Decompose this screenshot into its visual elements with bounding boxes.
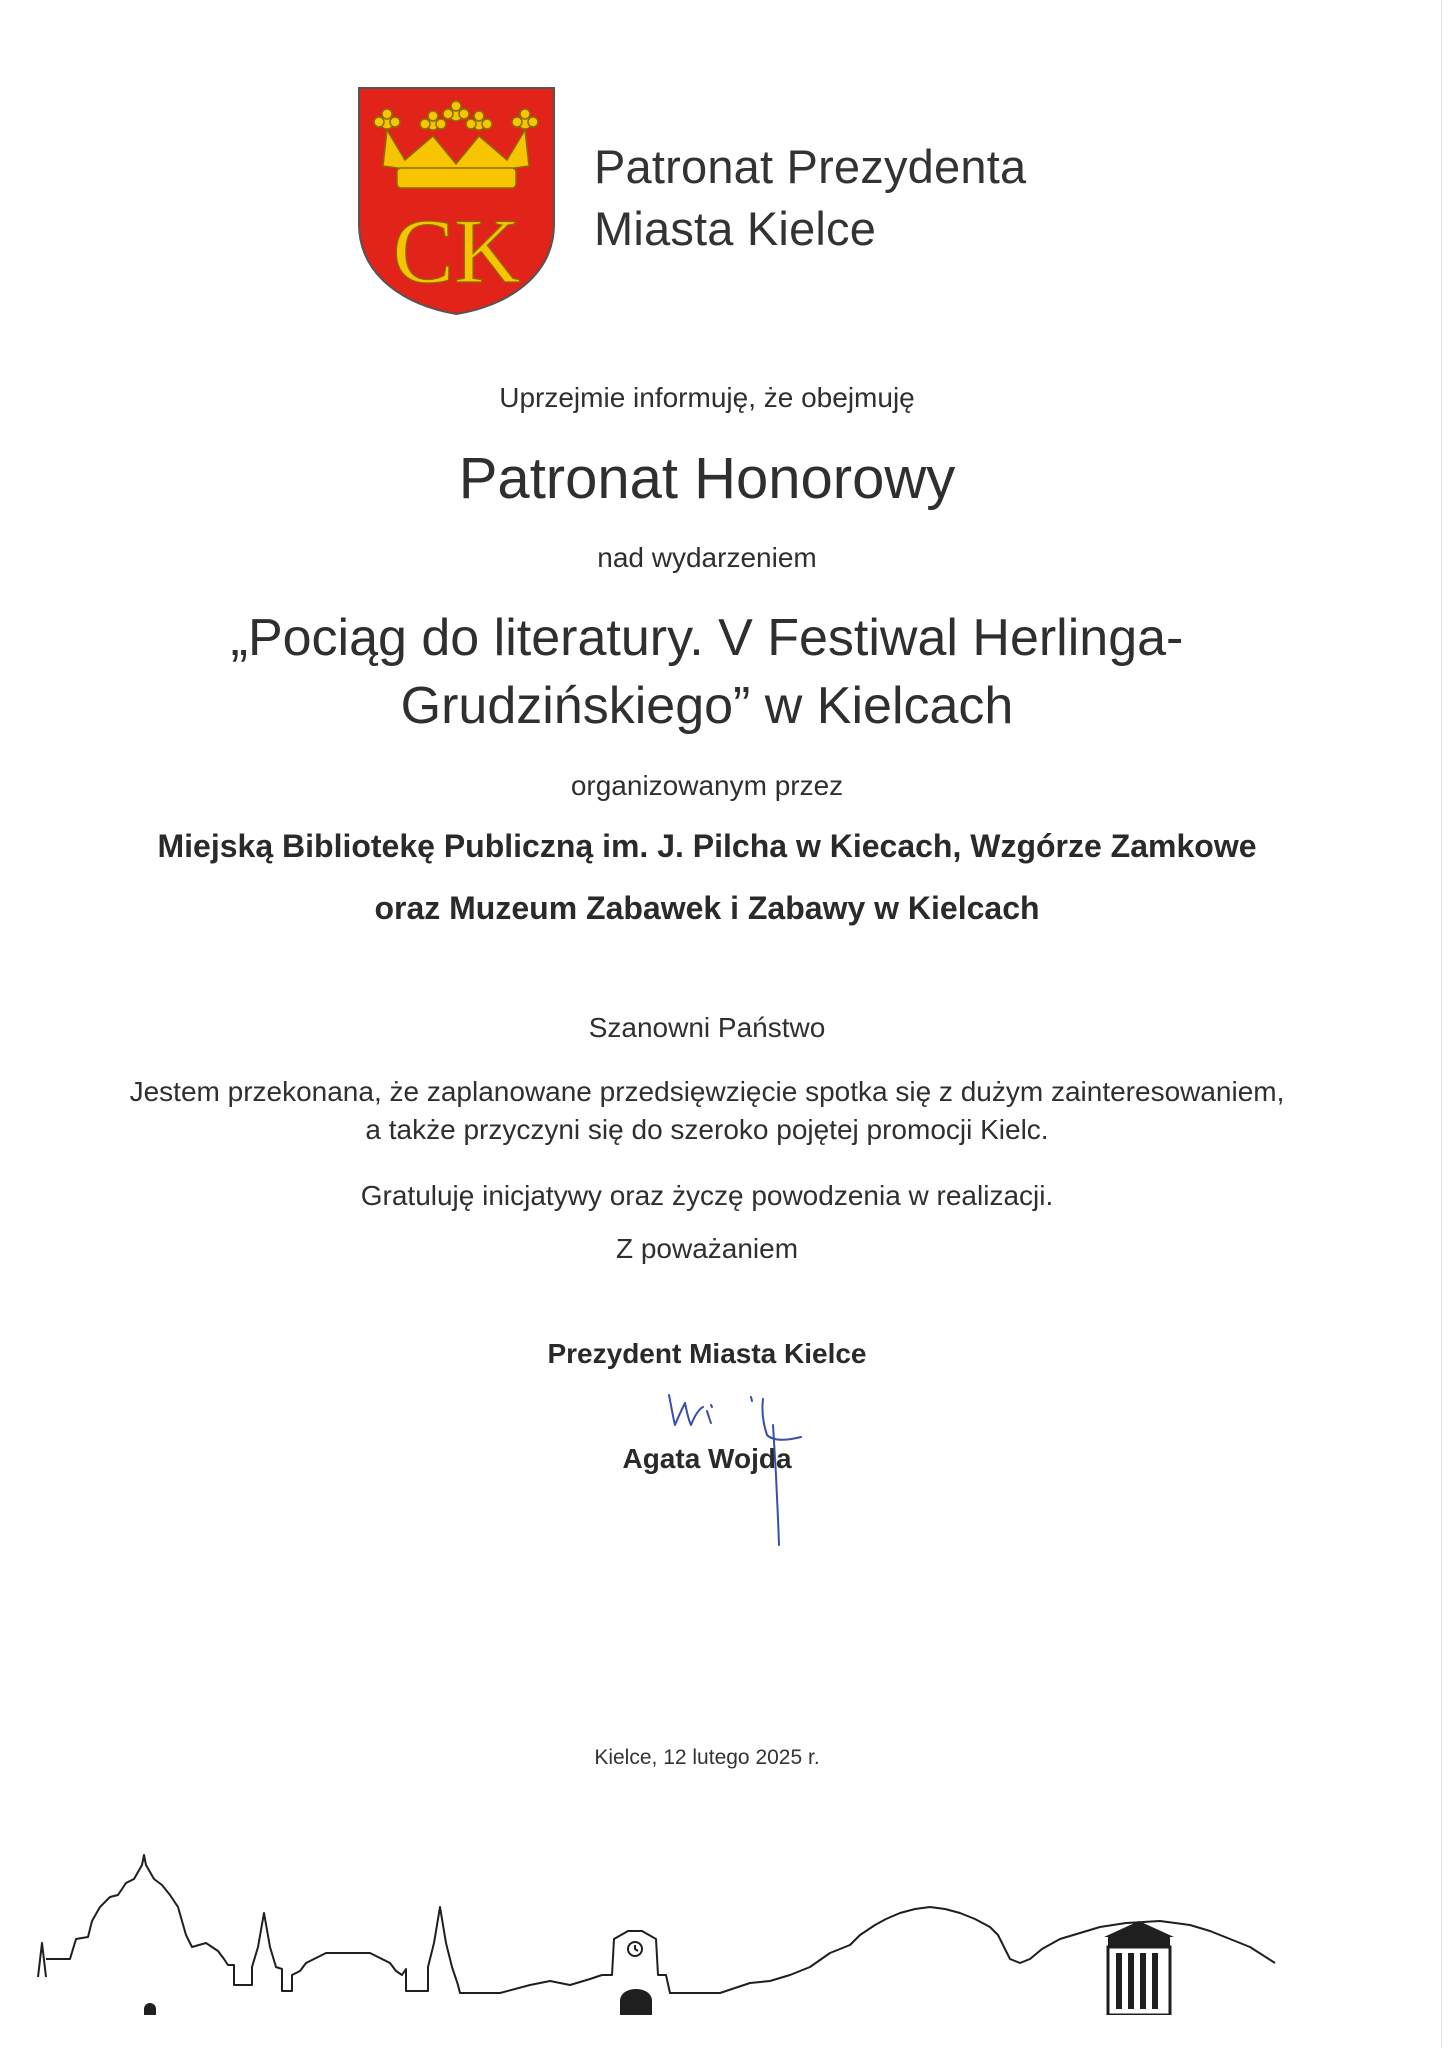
header-title-line1: Patronat Prezydenta bbox=[594, 140, 1027, 193]
handwritten-signature bbox=[655, 1385, 835, 1560]
organized-by-text: organizowanym przez bbox=[570, 770, 844, 801]
body-line2: a także przyczyni się do szeroko pojętej promocji Kielc. bbox=[365, 1114, 1049, 1145]
over-event-text: nad wydarzeniem bbox=[597, 542, 817, 573]
organizer-line1: Miejską Bibliotekę Publiczną im. J. Pilcha w Kiecach, Wzgórze Zamkowe bbox=[157, 828, 1257, 864]
intro-text: Uprzejmie informuję, że obejmuję bbox=[499, 382, 915, 413]
body-line1: Jestem przekonana, że zaplanowane przedsięwzięcie spotka się z dużym zainteresowaniem, bbox=[129, 1076, 1285, 1107]
city-skyline-illustration bbox=[30, 1835, 1290, 2015]
signatory-title: Prezydent Miasta Kielce bbox=[547, 1338, 867, 1369]
header-title-line2: Miasta Kielce bbox=[594, 202, 877, 255]
header-title bbox=[594, 136, 1026, 260]
signatory-name: Agata Wojda bbox=[622, 1443, 792, 1474]
page-edge-line bbox=[1441, 0, 1442, 2048]
event-name-line1: „Pociąg do literatury. V Festiwal Herlinga- bbox=[230, 609, 1184, 667]
event-name-line2: Grudzińskiego” w Kielcach bbox=[400, 677, 1014, 735]
kielce-coat-of-arms-icon bbox=[357, 86, 556, 316]
congrats-text: Gratuluję inicjatywy oraz życzę powodzenia w realizacji. bbox=[360, 1180, 1054, 1211]
organizer-line2: oraz Muzeum Zabawek i Zabawy w Kielcach bbox=[374, 890, 1040, 926]
crest-letters: CK bbox=[392, 200, 521, 302]
closing-text: Z poważaniem bbox=[615, 1233, 799, 1264]
date-line: Kielce, 12 lutego 2025 r. bbox=[594, 1746, 820, 1769]
salutation: Szanowni Państwo bbox=[588, 1012, 826, 1043]
patronage-title: Patronat Honorowy bbox=[458, 446, 956, 511]
